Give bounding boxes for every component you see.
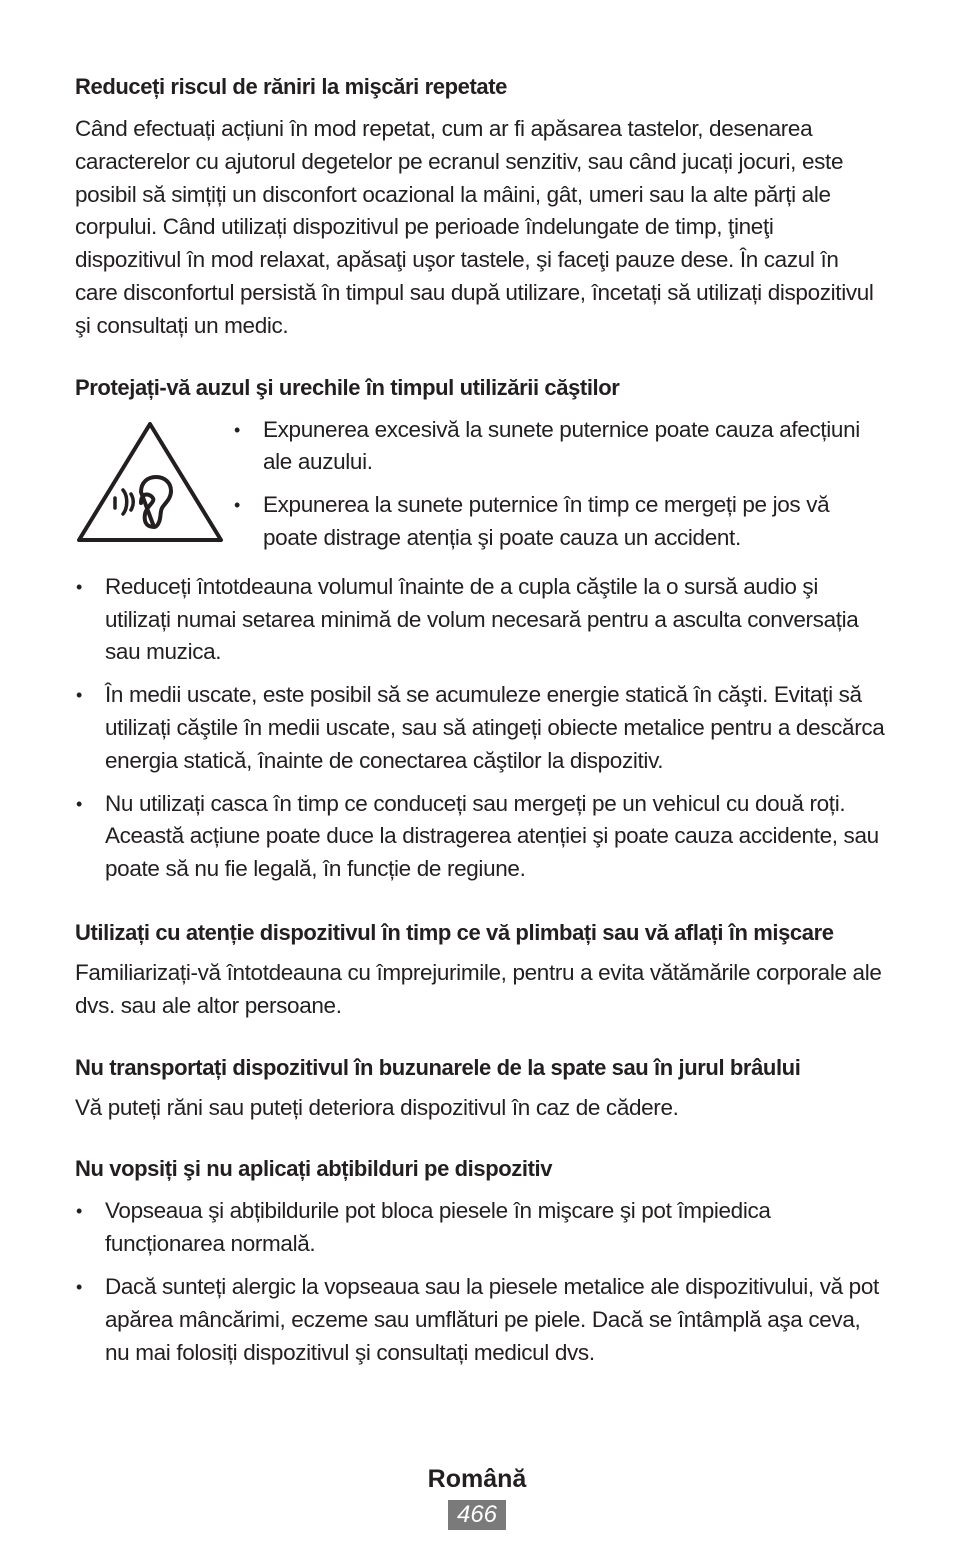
section-body: Vă puteți răni sau puteți deteriora dispozitivul în caz de cădere. <box>75 1094 679 1120</box>
list-item: • Vopseaua şi abțibildurile pot bloca piesele în mişcare şi pot împiedica funcționarea normală. <box>76 1198 771 1257</box>
section-heading: Utilizați cu atenție dispozitivul în timp ce vă plimbați sau vă aflați în mişcare <box>75 919 834 945</box>
list-item: • Nu utilizați casca în timp ce conduceți sau mergeți pe un vehicul cu două roți. Această acțiune poate duce la distragerea atenției şi poate cauza accidente, sau poate să nu fie legală, în funcție de regiune. <box>76 790 879 882</box>
section-paint-stickers <box>75 1152 885 1369</box>
section-heading: Nu vopsiți şi nu aplicați abțibilduri pe dispozitiv <box>75 1156 553 1182</box>
page-footer <box>0 1462 954 1530</box>
list-item: • Expunerea la sunete puternice în timp ce mergeți pe jos vă poate distrage atenția şi poate cauza un accident. <box>234 492 830 550</box>
section-walking <box>75 916 885 1023</box>
hearing-warning-icon <box>75 420 225 544</box>
section-heading: Reduceți riscul de răniri la mişcări repetate <box>75 74 507 99</box>
document-page <box>75 70 885 1397</box>
list-item: • În medii uscate, este posibil să se acumuleze energie statică în căşti. Evitați să utilizați căştile în medii uscate, sau să atingeți obiecte metalice pentru a descărca energia statică, înainte de conectarea căştilor la dispozitiv. <box>76 682 885 773</box>
section-repetitive-motion <box>75 70 885 343</box>
section-heading: Protejați-vă auzul şi urechile în timpul utilizării căştilor <box>75 374 620 400</box>
section-carrying <box>75 1051 885 1125</box>
section-hearing-protection <box>75 371 885 886</box>
section-body: Când efectuați acțiuni în mod repetat, cum ar fi apăsarea tastelor, desenarea caracterelor cu ajutorul degetelor pe ecranul senzitiv, sau când jucați jocuri, este posibil să simțiți un disconfort ocazional la mâini, gât, umeri sau la alte părți ale corpului. Când utilizați dispozitivul pe perioade îndelungate de timp, ţineţi dispozitivul în mod relaxat, apăsaţi uşor tastele, şi faceţi pauze dese. În cazul în care disconfortul persistă în timpul sau după utilizare, încetați să utilizați dispozitivul şi consultați un medic. <box>75 116 874 338</box>
page-number: 466 <box>448 1500 506 1530</box>
list-item: • Reduceți întotdeauna volumul înainte de a cupla căştile la o sursă audio şi utilizați numai setarea minimă de volum necesară pentru a asculta conversația sau muzica. <box>76 573 859 665</box>
list-item: • Dacă sunteți alergic la vopseaua sau la piesele metalice ale dispozitivului, vă pot apărea mâncărimi, eczeme sau umflături pe piele. Dacă se întâmplă aşa ceva, nu mai folosiți dispozitivul şi consultați medicul dvs. <box>76 1273 879 1365</box>
bullet-list <box>75 571 885 886</box>
list-item: • Expunerea excesivă la sunete puternice poate cauza afecțiuni ale auzului. <box>234 416 860 475</box>
icon-bullet-list <box>233 414 883 565</box>
section-heading: Nu transportați dispozitivul în buzunarele de la spate sau în jurul brâului <box>75 1054 801 1080</box>
section-body: Familiarizați-vă întotdeauna cu împrejurimile, pentru a evita vătămările corporale ale dvs. sau ale altor persoane. <box>75 959 882 1018</box>
language-label: Română <box>427 1465 527 1493</box>
bullet-list <box>75 1195 885 1369</box>
hearing-warning-block <box>75 414 885 565</box>
